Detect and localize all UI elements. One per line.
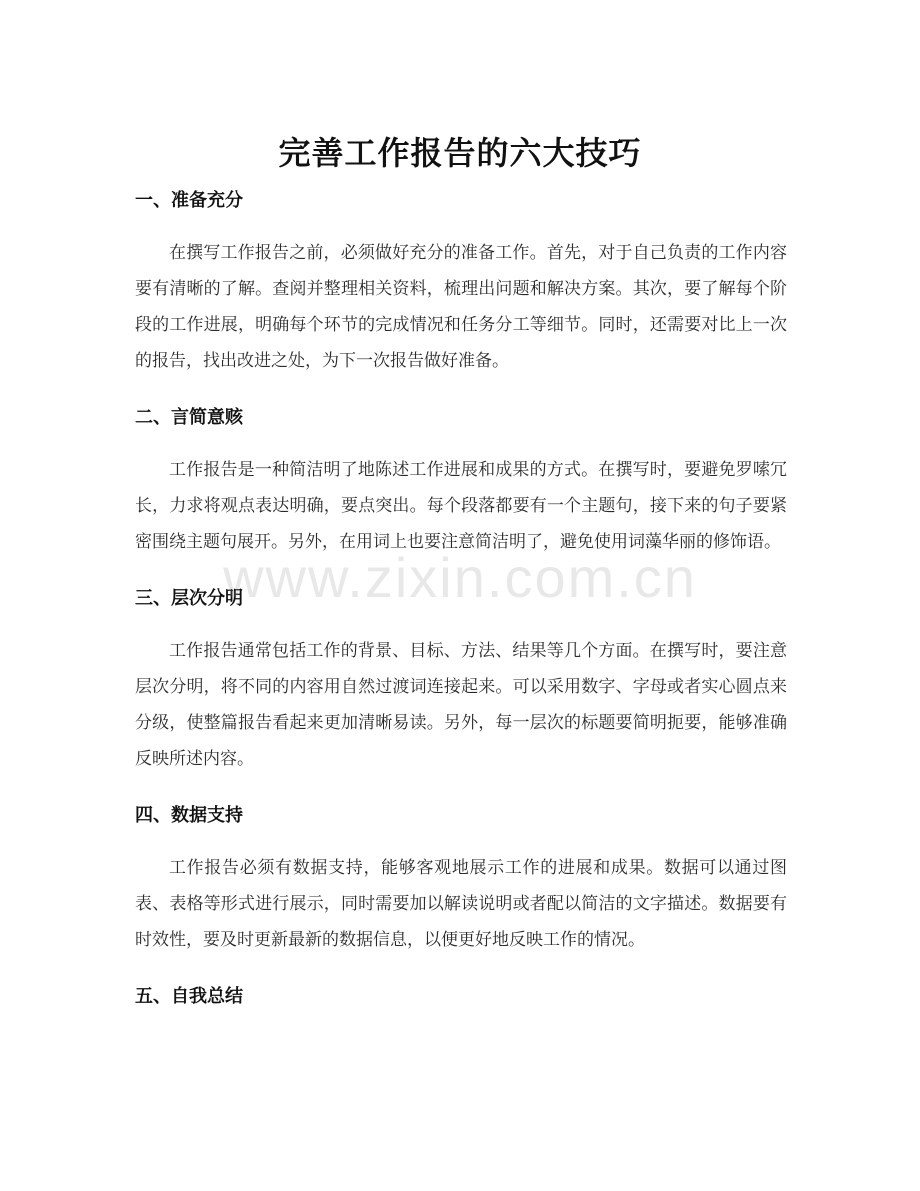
section-heading: 二、言简意赅 <box>135 407 243 428</box>
section-heading: 五、自我总结 <box>135 986 243 1007</box>
page-title: 完善工作报告的六大技巧 <box>278 134 642 173</box>
section-paragraph: 工作报告是一种简洁明了地陈述工作进展和成果的方式。在撰写时，要避免罗嗦冗长，力求将观点表达明确，要点突出。每个段落都要有一个主题句，接下来的句子要紧密围绕主题句展开。另外，在用词上也要注意简洁明了，避免使用词藻华丽的修饰语。 <box>135 460 787 552</box>
watermark: www.zixin.com.cn <box>223 546 697 609</box>
section-paragraph: 工作报告必须有数据支持，能够客观地展示工作的进展和成果。数据可以通过图表、表格等形式进行展示，同时需要加以解读说明或者配以简洁的文字描述。数据要有时效性，要及时更新最新的数据信息，以便更好地反映工作的情况。 <box>135 858 787 950</box>
section-heading: 四、数据支持 <box>135 805 243 826</box>
document-content <box>135 186 787 1012</box>
section-heading: 三、层次分明 <box>135 588 243 609</box>
section-heading: 一、准备充分 <box>135 190 243 211</box>
section-paragraph: 在撰写工作报告之前，必须做好充分的准备工作。首先，对于自己负责的工作内容要有清晰的了解。查阅并整理相关资料，梳理出问题和解决方案。其次，要了解每个阶段的工作进展，明确每个环节的完成情况和任务分工等细节。同时，还需要对比上一次的报告，找出改进之处，为下一次报告做好准备。 <box>135 243 787 371</box>
section-paragraph: 工作报告通常包括工作的背景、目标、方法、结果等几个方面。在撰写时，要注意层次分明，将不同的内容用自然过渡词连接起来。可以采用数字、字母或者实心圆点来分级，使整篇报告看起来更加清晰易读。另外，每一层次的标题要简明扼要，能够准确反映所述内容。 <box>135 641 787 769</box>
